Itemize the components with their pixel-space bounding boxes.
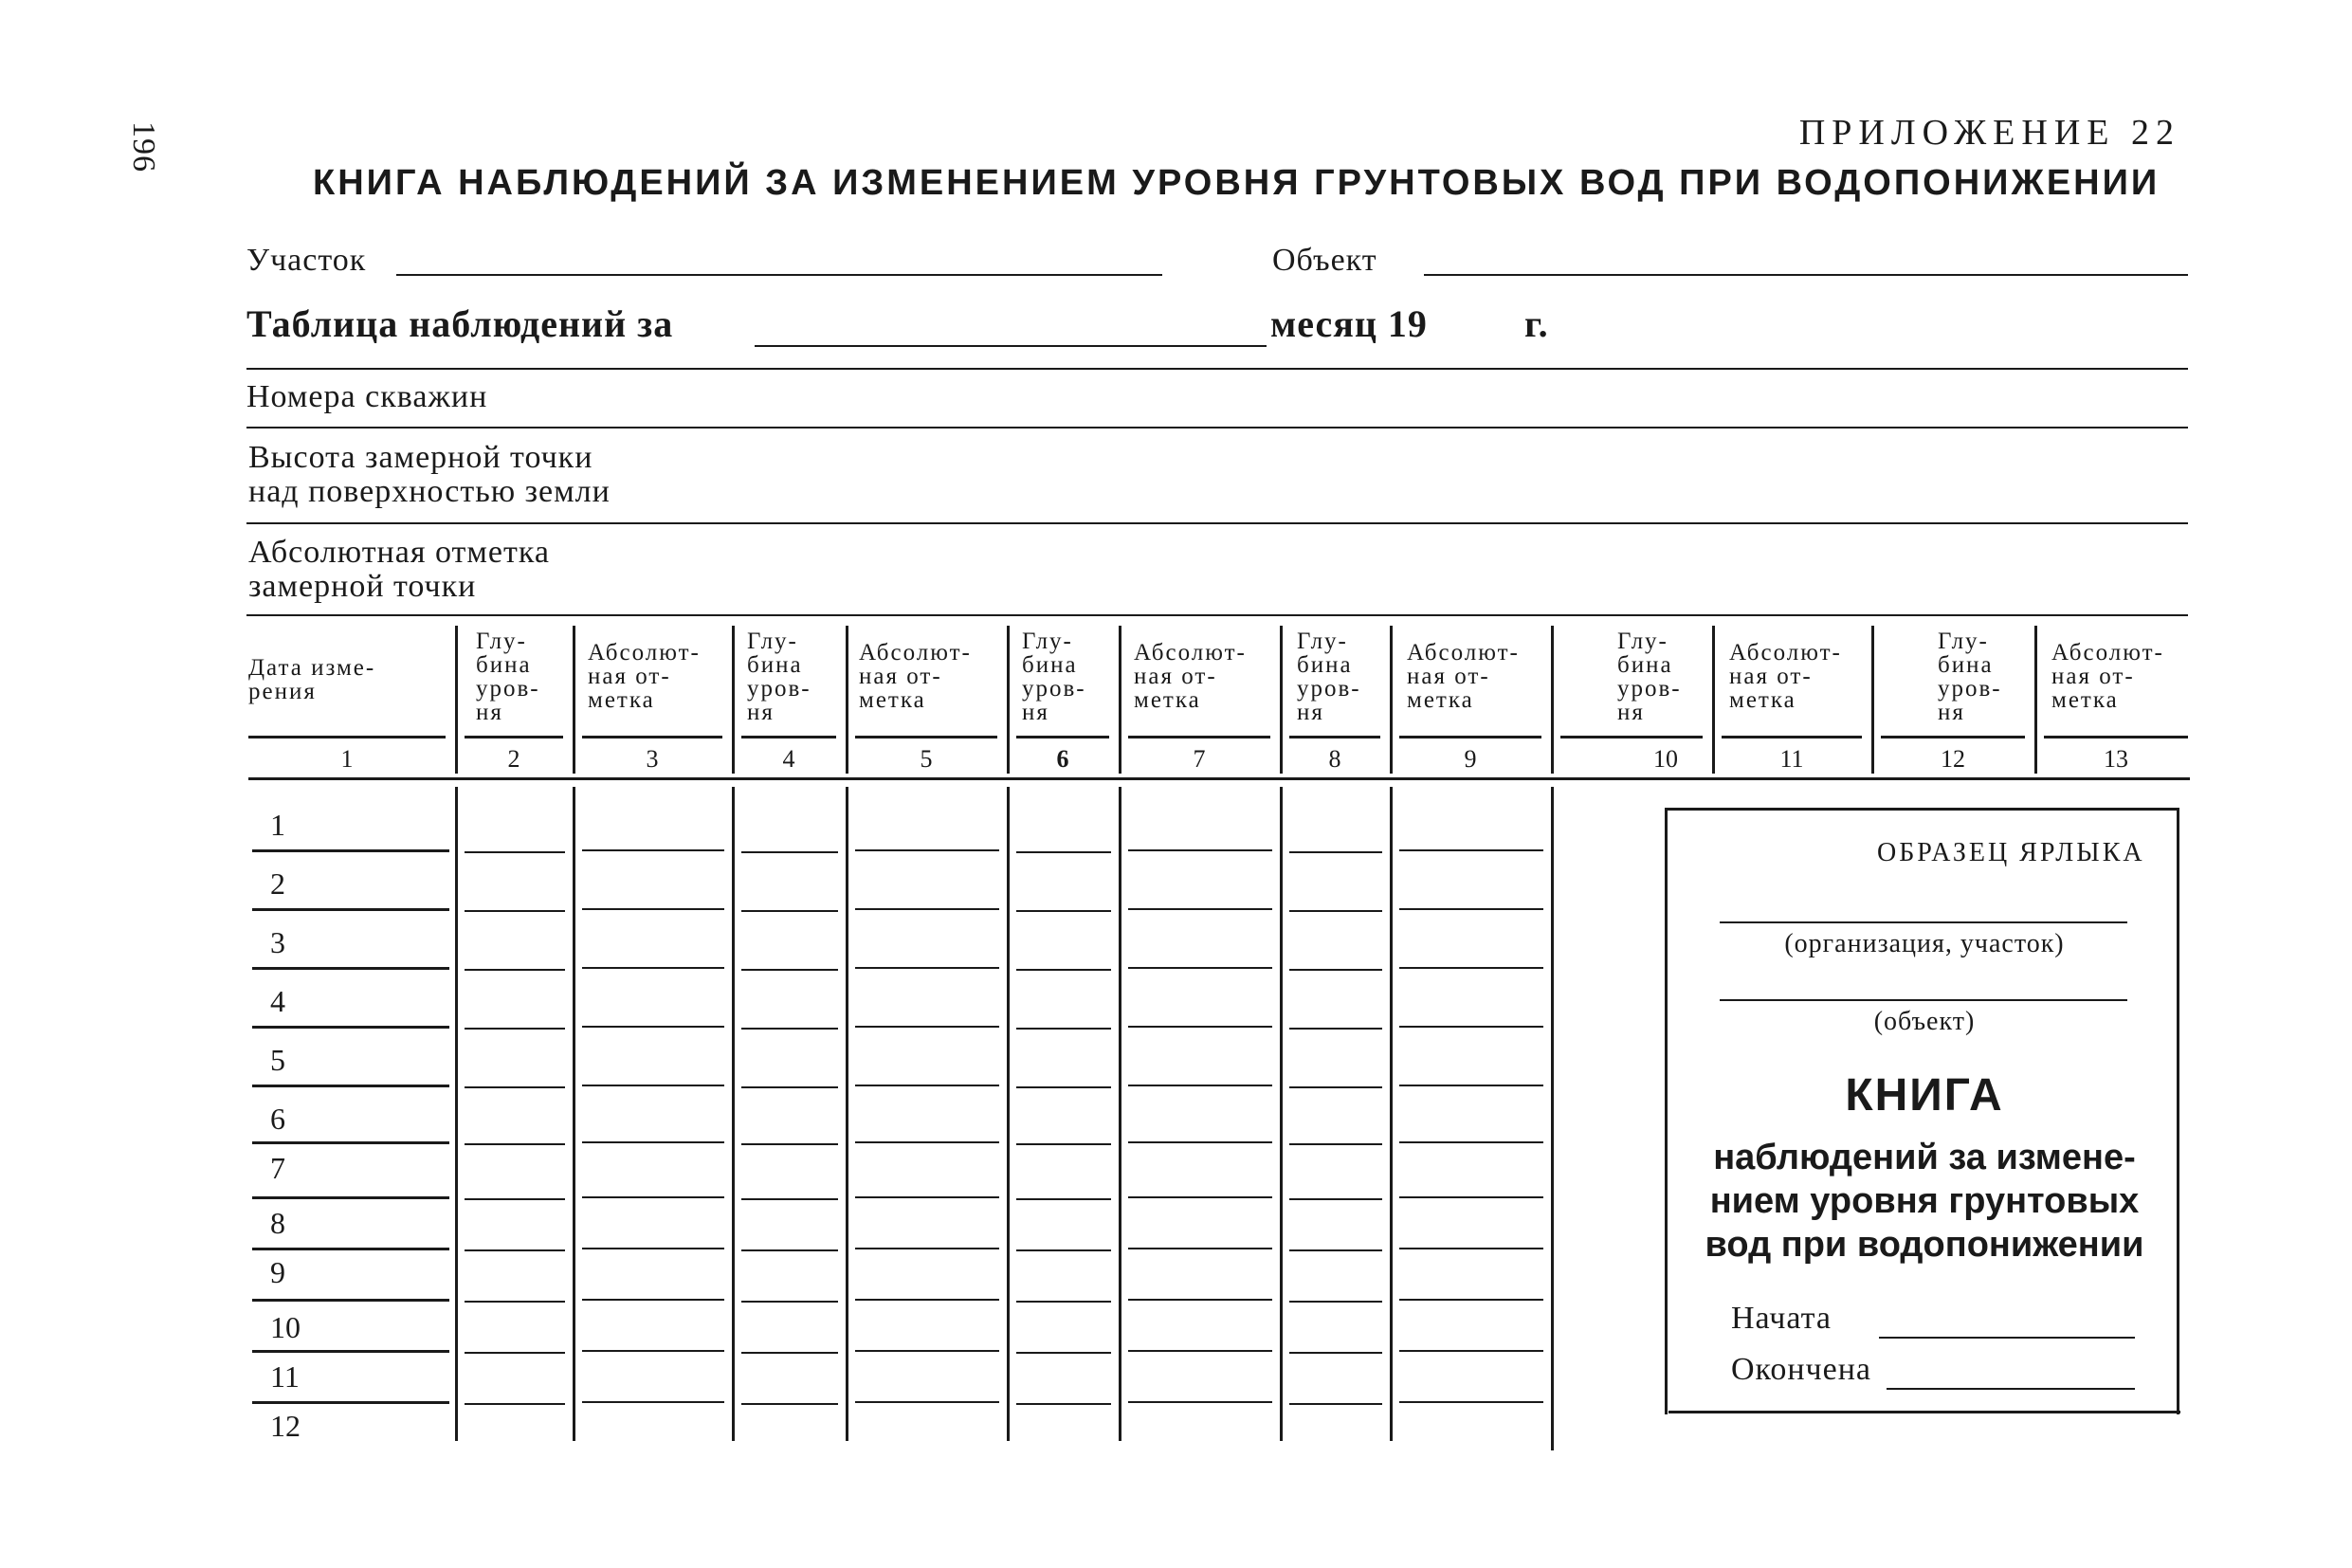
date-cell-line[interactable] <box>252 1196 449 1199</box>
value-cell-line[interactable] <box>582 1350 724 1352</box>
value-cell-line[interactable] <box>1399 1299 1543 1301</box>
document-title: КНИГА НАБЛЮДЕНИЙ ЗА ИЗМЕНЕНИЕМ УРОВНЯ ГРУНТОВЫХ ВОД ПРИ ВОДОПОНИЖЕНИИ <box>313 163 2161 203</box>
value-cell-line[interactable] <box>1289 910 1382 912</box>
appendix-label: ПРИЛОЖЕНИЕ 22 <box>1798 113 2180 153</box>
date-cell-line[interactable] <box>252 1350 449 1353</box>
value-cell-line[interactable] <box>1128 1248 1272 1249</box>
value-cell-line[interactable] <box>1289 1028 1382 1030</box>
grid-column-divider <box>1390 787 1393 1441</box>
value-cell-line[interactable] <box>465 1352 565 1354</box>
value-cell-line[interactable] <box>1399 967 1543 969</box>
org-caption: (организация, участок) <box>1784 929 2065 958</box>
value-cell-line[interactable] <box>1289 1086 1382 1088</box>
value-cell-line[interactable] <box>582 1026 724 1028</box>
object-caption: (объект) <box>1873 1007 1976 1036</box>
org-field-line[interactable] <box>1720 921 2127 923</box>
value-cell-line[interactable] <box>465 1198 565 1200</box>
value-cell-line[interactable] <box>1289 1198 1382 1200</box>
row-number: 5 <box>270 1043 285 1077</box>
value-cell-line[interactable] <box>741 910 838 912</box>
grid-column-divider <box>732 787 735 1441</box>
header-vline <box>846 626 848 774</box>
value-cell-line[interactable] <box>1016 969 1111 971</box>
header-vline <box>573 626 575 774</box>
header-underline <box>1128 736 1270 738</box>
grid-column-divider <box>573 787 575 1441</box>
value-cell-line[interactable] <box>741 851 838 853</box>
site-label: Участок <box>246 243 367 278</box>
height-label-line1: Высота замерной точки <box>248 440 593 475</box>
info-divider-4 <box>246 614 2188 616</box>
finished-label: Окончена <box>1731 1352 1872 1387</box>
value-cell-line[interactable] <box>1016 1028 1111 1030</box>
value-cell-line[interactable] <box>465 910 565 912</box>
value-cell-line[interactable] <box>1289 1143 1382 1145</box>
value-cell-line[interactable] <box>1128 849 1272 851</box>
label-card-subtitle-1: наблюдений за измене- <box>1713 1138 2136 1177</box>
value-cell-line[interactable] <box>741 1086 838 1088</box>
value-cell-line[interactable] <box>465 1143 565 1145</box>
row-number: 12 <box>270 1409 301 1443</box>
grid-column-divider <box>455 787 458 1441</box>
value-cell-line[interactable] <box>465 1403 565 1405</box>
header-vline <box>1551 626 1554 774</box>
col-number: 5 <box>920 745 933 773</box>
height-label-line2: над поверхностью земли <box>248 474 611 509</box>
value-cell-line[interactable] <box>855 1350 999 1352</box>
value-cell-line[interactable] <box>1128 1196 1272 1198</box>
col-number: 8 <box>1328 745 1341 773</box>
value-cell-line[interactable] <box>1016 1143 1111 1145</box>
col-header-depth-4: Глу- бина уров- ня <box>747 629 811 725</box>
col-header-abs-11: Абсолют- ная от- метка <box>1729 640 1842 713</box>
value-cell-line[interactable] <box>1399 1085 1543 1086</box>
value-cell-line[interactable] <box>1399 1026 1543 1028</box>
value-cell-line[interactable] <box>1128 1350 1272 1352</box>
date-cell-line[interactable] <box>252 1141 449 1144</box>
info-divider-2 <box>246 427 2188 428</box>
value-cell-line[interactable] <box>582 1401 724 1403</box>
value-cell-line[interactable] <box>1128 967 1272 969</box>
value-cell-line[interactable] <box>855 1401 999 1403</box>
label-card-subtitle-2: нием уровня грунтовых <box>1709 1181 2140 1221</box>
value-cell-line[interactable] <box>582 1085 724 1086</box>
header-underline <box>1289 736 1380 738</box>
header-vline <box>1119 626 1121 774</box>
value-cell-line[interactable] <box>1289 969 1382 971</box>
date-cell-line[interactable] <box>252 1401 449 1404</box>
label-card-left <box>1665 808 1668 1414</box>
value-cell-line[interactable] <box>741 1249 838 1251</box>
grid-column-divider <box>1119 787 1121 1441</box>
header-vline <box>2034 626 2037 774</box>
date-cell-line[interactable] <box>252 849 449 852</box>
col-header-abs-7: Абсолют- ная от- метка <box>1134 640 1247 713</box>
value-cell-line[interactable] <box>1128 908 1272 910</box>
value-cell-line[interactable] <box>465 851 565 853</box>
value-cell-line[interactable] <box>1399 1401 1543 1403</box>
value-cell-line[interactable] <box>582 1299 724 1301</box>
value-cell-line[interactable] <box>1016 910 1111 912</box>
col-header-depth-6: Глу- бина уров- ня <box>1022 629 1086 725</box>
row-number: 9 <box>270 1255 285 1289</box>
value-cell-line[interactable] <box>855 1248 999 1249</box>
value-cell-line[interactable] <box>1128 1401 1272 1403</box>
col-number: 9 <box>1464 745 1477 773</box>
row-number: 1 <box>270 808 285 842</box>
month-field-line[interactable] <box>755 345 1267 347</box>
value-cell-line[interactable] <box>855 849 999 851</box>
date-cell-line[interactable] <box>252 1085 449 1087</box>
value-cell-line[interactable] <box>582 908 724 910</box>
col-header-abs-5: Абсолют- ная от- метка <box>859 640 972 713</box>
value-cell-line[interactable] <box>741 1198 838 1200</box>
header-vline <box>1007 626 1010 774</box>
header-underline <box>855 736 997 738</box>
row-number: 7 <box>270 1151 285 1185</box>
value-cell-line[interactable] <box>1289 1249 1382 1251</box>
header-underline <box>1560 736 1703 738</box>
date-cell-line[interactable] <box>252 1026 449 1029</box>
date-cell-line[interactable] <box>252 967 449 970</box>
row-number: 6 <box>270 1102 285 1136</box>
abs-mark-label-line2: замерной точки <box>248 569 477 604</box>
object-label: Объект <box>1272 243 1377 278</box>
value-cell-line[interactable] <box>855 967 999 969</box>
info-divider-3 <box>246 522 2188 524</box>
row-number: 4 <box>270 984 285 1018</box>
value-cell-line[interactable] <box>1016 1352 1111 1354</box>
value-cell-line[interactable] <box>1399 1350 1543 1352</box>
grid-column-divider <box>1280 787 1283 1441</box>
well-numbers-label: Номера скважин <box>246 379 488 414</box>
value-cell-line[interactable] <box>1399 849 1543 851</box>
value-cell-line[interactable] <box>1016 1249 1111 1251</box>
col-header-depth-8: Глу- бина уров- ня <box>1297 629 1361 725</box>
year-suffix: г. <box>1524 302 1549 345</box>
header-vline <box>732 626 735 774</box>
value-cell-line[interactable] <box>1016 1086 1111 1088</box>
value-cell-line[interactable] <box>465 1249 565 1251</box>
col-number: 11 <box>1779 745 1804 773</box>
value-cell-line[interactable] <box>1016 1301 1111 1303</box>
col-number: 7 <box>1193 745 1206 773</box>
value-cell-line[interactable] <box>855 908 999 910</box>
label-card-subtitle-3: вод при водопонижении <box>1705 1225 2144 1265</box>
abs-mark-label-line1: Абсолютная отметка <box>248 535 550 570</box>
value-cell-line[interactable] <box>1128 1141 1272 1143</box>
value-cell-line[interactable] <box>1289 1403 1382 1405</box>
value-cell-line[interactable] <box>465 1086 565 1088</box>
header-underline <box>248 736 446 738</box>
finished-field-line[interactable] <box>1887 1388 2135 1390</box>
page-number: 196 <box>126 121 161 173</box>
date-cell-line[interactable] <box>252 1248 449 1250</box>
header-vline <box>1390 626 1393 774</box>
label-card-bottom <box>1668 1411 2180 1413</box>
date-cell-line[interactable] <box>252 908 449 911</box>
row-number: 2 <box>270 866 285 901</box>
value-cell-line[interactable] <box>1399 1248 1543 1249</box>
header-vline <box>1871 626 1874 774</box>
header-underline <box>1881 736 2025 738</box>
value-cell-line[interactable] <box>1399 908 1543 910</box>
value-cell-line[interactable] <box>855 1196 999 1198</box>
col-header-depth-2: Глу- бина уров- ня <box>476 629 540 725</box>
value-cell-line[interactable] <box>1128 1085 1272 1086</box>
header-bottom-rule <box>248 777 2190 780</box>
row-number: 3 <box>270 925 285 959</box>
value-cell-line[interactable] <box>1128 1299 1272 1301</box>
col-header-abs-3: Абсолют- ная от- метка <box>588 640 701 713</box>
header-underline <box>1399 736 1541 738</box>
value-cell-line[interactable] <box>1289 851 1382 853</box>
header-vline <box>1280 626 1283 774</box>
col-header-depth-12: Глу- бина уров- ня <box>1938 629 2002 725</box>
value-cell-line[interactable] <box>582 1196 724 1198</box>
table-for-label: Таблица наблюдений за <box>246 302 674 345</box>
value-cell-line[interactable] <box>582 1141 724 1143</box>
grid-column-divider <box>846 787 848 1441</box>
value-cell-line[interactable] <box>855 1299 999 1301</box>
value-cell-line[interactable] <box>1289 1352 1382 1354</box>
value-cell-line[interactable] <box>741 1301 838 1303</box>
started-label: Начата <box>1731 1301 1832 1336</box>
header-underline <box>741 736 836 738</box>
col-header-depth-10: Глу- бина уров- ня <box>1617 629 1682 725</box>
header-underline <box>2044 736 2188 738</box>
header-underline <box>582 736 722 738</box>
started-field-line[interactable] <box>1879 1337 2135 1339</box>
col-header-abs-13: Абсолют- ная от- метка <box>2051 640 2164 713</box>
value-cell-line[interactable] <box>741 1143 838 1145</box>
row-number: 8 <box>270 1206 285 1240</box>
value-cell-line[interactable] <box>1128 1026 1272 1028</box>
row-number: 10 <box>270 1310 301 1344</box>
col-number: 2 <box>507 745 520 773</box>
value-cell-line[interactable] <box>1016 1198 1111 1200</box>
col-number: 4 <box>782 745 795 773</box>
label-card-top <box>1665 808 2177 811</box>
value-cell-line[interactable] <box>1399 1141 1543 1143</box>
grid-column-divider <box>1007 787 1010 1441</box>
value-cell-line[interactable] <box>855 1141 999 1143</box>
value-cell-line[interactable] <box>582 849 724 851</box>
col-header-abs-9: Абсолют- ная от- метка <box>1407 640 1520 713</box>
value-cell-line[interactable] <box>741 969 838 971</box>
col-header-date: Дата изме- рения <box>248 655 376 704</box>
col-number: 3 <box>646 745 659 773</box>
info-divider-1 <box>246 368 2188 370</box>
value-cell-line[interactable] <box>741 1352 838 1354</box>
value-cell-line[interactable] <box>741 1403 838 1405</box>
value-cell-line[interactable] <box>582 967 724 969</box>
value-cell-line[interactable] <box>465 969 565 971</box>
value-cell-line[interactable] <box>582 1248 724 1249</box>
col-number: 12 <box>1941 745 1965 773</box>
col-number: 6 <box>1056 745 1069 773</box>
header-underline <box>1722 736 1862 738</box>
value-cell-line[interactable] <box>855 1085 999 1086</box>
header-vline <box>455 626 458 774</box>
row-number: 11 <box>270 1359 300 1394</box>
grid-column-divider <box>1551 787 1554 1450</box>
value-cell-line[interactable] <box>465 1028 565 1030</box>
label-card-heading: ОБРАЗЕЦ ЯРЛЫКА <box>1877 838 2145 867</box>
object-card-line[interactable] <box>1720 999 2127 1001</box>
col-number: 10 <box>1653 745 1678 773</box>
header-underline <box>1016 736 1109 738</box>
value-cell-line[interactable] <box>741 1028 838 1030</box>
col-number: 13 <box>2104 745 2128 773</box>
value-cell-line[interactable] <box>1289 1301 1382 1303</box>
month-label: месяц 19 <box>1270 302 1428 345</box>
header-underline <box>465 736 563 738</box>
value-cell-line[interactable] <box>465 1301 565 1303</box>
label-card-book: КНИГА <box>1845 1070 2004 1121</box>
value-cell-line[interactable] <box>1399 1196 1543 1198</box>
value-cell-line[interactable] <box>1016 1403 1111 1405</box>
object-field-line[interactable] <box>1424 274 2188 276</box>
value-cell-line[interactable] <box>1016 851 1111 853</box>
date-cell-line[interactable] <box>252 1299 449 1302</box>
col-number: 1 <box>340 745 354 773</box>
site-field-line[interactable] <box>396 274 1162 276</box>
value-cell-line[interactable] <box>855 1026 999 1028</box>
